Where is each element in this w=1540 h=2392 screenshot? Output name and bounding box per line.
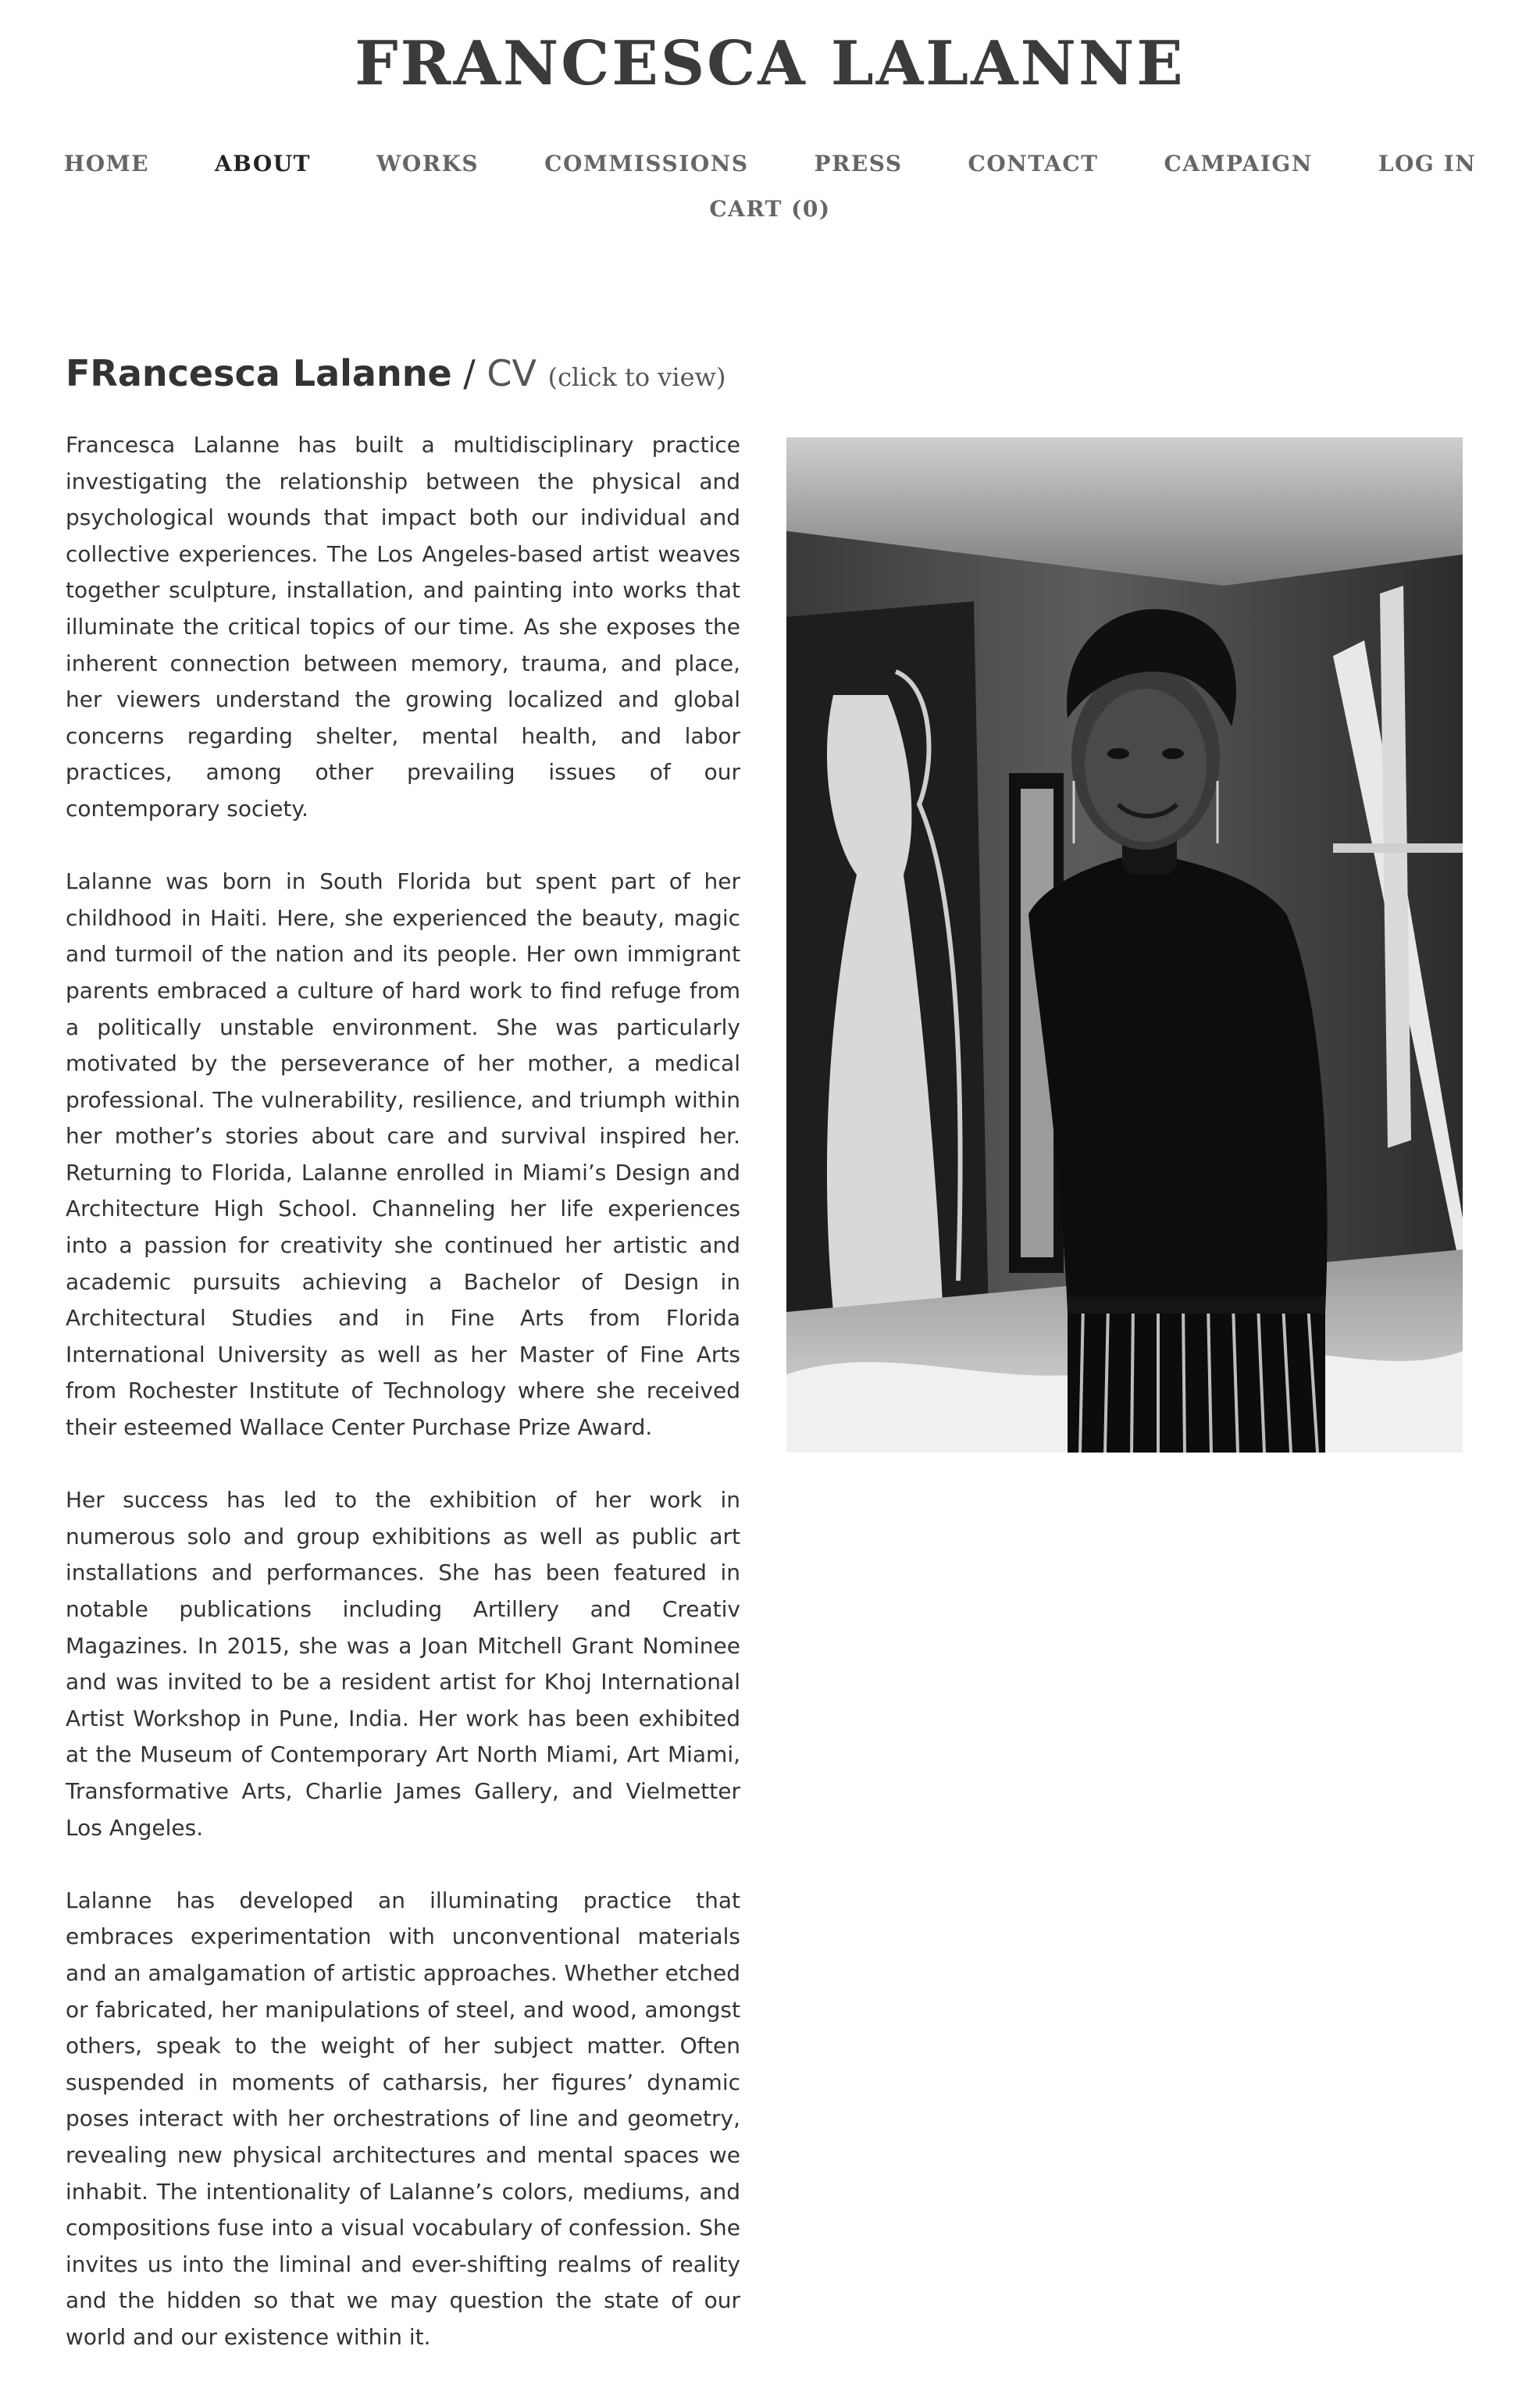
nav-item-contact[interactable]: CONTACT [968, 151, 1099, 176]
page-heading [66, 350, 725, 401]
nav-item-commissions[interactable]: COMMISSIONS [544, 151, 749, 176]
site-title[interactable]: FRANCESCA LALANNE [355, 28, 1185, 99]
bio-paragraph: Francesca Lalanne has built a multidisciplinary practice investigating the relationship between the physical and psychological wounds that impact both our individual and collective experiences. The Los Angeles-based artist weaves together sculpture, installation, and painting into works that illuminate the critical topics of our time. As she exposes the inherent connection between memory, trauma, and place, her viewers understand the growing localized and global concerns regarding shelter, mental health, and labor practices, among other prevailing issues of our contemporary society. [66, 432, 740, 822]
artist-portrait-photo [786, 437, 1463, 1453]
heading-separator: / [463, 352, 476, 394]
bio-paragraph: Lalanne was born in South Florida but spent part of her childhood in Haiti. Here, she experienced the beauty, magic and turmoil of the nation and its people. Her own immigrant parents embraced a culture of hard work to find refuge from a politically unstable environment. She was particularly motivated by the perseverance of her mother, a medical professional. The vulnerability, resilience, and triumph within her mother’s stories about care and survival inspired her. Returning to Florida, Lalanne enrolled in Miami’s Design and Architecture High School. Channeling her life experiences into a passion for creativity she continued her artistic and academic pursuits achieving a Bachelor of Design in Architectural Studies and in Fine Arts from Florida International University as well as her Master of Fine Arts from Rochester Institute of Technology where she received their esteemed Wallace Center Purchase Prize Award. [66, 868, 740, 1441]
cart-nav [0, 194, 1540, 225]
heading-name: FRancesca Lalanne [66, 352, 452, 394]
cv-link[interactable]: CV [487, 352, 537, 394]
nav-item-about[interactable]: ABOUT [214, 151, 311, 176]
nav-item-home[interactable]: HOME [63, 151, 149, 176]
bio-paragraph: Her success has led to the exhibition of her work in numerous solo and group exhibitions as well as public art installations and performances. She has been featured in notable publications including Artillery and Creativ Magazines. In 2015, she was a Joan Mitchell Grant Nominee and was invited to be a resident artist for Khoj International Artist Workshop in Pune, India. Her work has been exhibited at the Museum of Contemporary Art North Miami, Art Miami, Transformative Arts, Charlie James Gallery, and Vielmetter Los Angeles. [66, 1487, 740, 1841]
bio-paragraph: Lalanne has developed an illuminating practice that embraces experimentation with unconventional materials and an amalgamation of artistic approaches. Whether etched or fabricated, her manipulations of steel, and wood, amongst others, speak to the weight of her subject matter. Often suspended in moments of catharsis, her figures’ dynamic poses interact with her orchestrations of line and geometry, revealing new physical architectures and mental spaces we inhabit. The intentionality of Lalanne’s colors, mediums, and compositions fuse into a visual vocabulary of confession. She invites us into the liminal and ever-shifting realms of reality and the hidden so that we may question the state of our world and our existence within it. [66, 1887, 740, 2350]
nav-item-campaign[interactable]: CAMPAIGN [1164, 151, 1313, 176]
nav-item-works[interactable]: WORKS [376, 151, 479, 176]
main-nav [0, 148, 1540, 180]
bio-text [66, 427, 740, 2392]
cv-click-hint[interactable]: (click to view) [547, 362, 726, 392]
nav-item-press[interactable]: PRESS [814, 151, 903, 176]
nav-item-cart[interactable]: CART (0) [709, 196, 831, 222]
portrait-image [786, 437, 1463, 1453]
nav-item-log-in[interactable]: LOG IN [1378, 151, 1477, 176]
